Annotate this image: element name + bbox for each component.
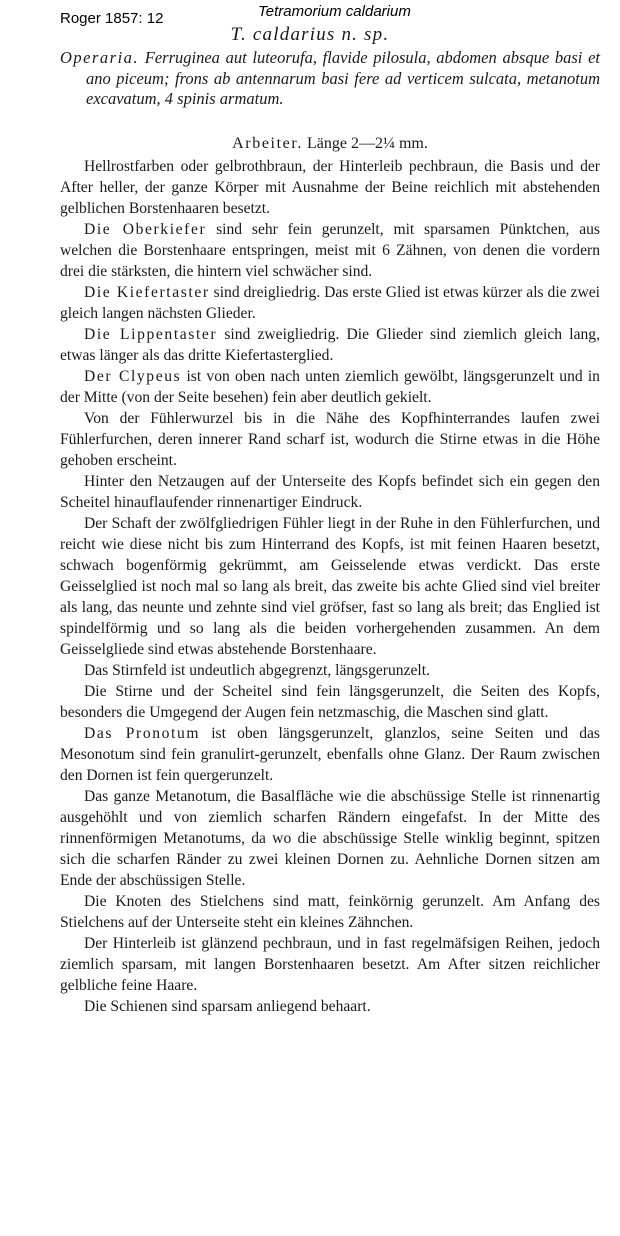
description-paragraph bbox=[60, 156, 600, 219]
description-paragraph bbox=[60, 471, 600, 513]
paragraph-term: Die Kiefertaster bbox=[84, 284, 210, 301]
paragraph-term: Das Pronotum bbox=[84, 725, 201, 742]
paragraph-term: Der Clypeus bbox=[84, 368, 182, 385]
description-paragraph bbox=[60, 723, 600, 786]
paragraph-text: Hinter den Netzaugen auf der Unterseite des Kopfs befindet sich ein gegen den Scheitel hinauflaufender rinnenartiger Eindruck. bbox=[60, 473, 600, 511]
paragraph-term: Die Lippentaster bbox=[84, 326, 218, 343]
citation-reference: Roger 1857: 12 bbox=[60, 10, 164, 27]
description-paragraph bbox=[60, 933, 600, 996]
diagnosis-text: Ferruginea aut luteorufa, flavide pilosula, abdomen absque basi et ano piceum; frons ab antennarum basi fere ad verticem sulcata, metanotum excavatum, 4 spinis armatum. bbox=[86, 48, 600, 108]
paragraph-text: Das Stirnfeld ist undeutlich abgegrenzt, längsgerunzelt. bbox=[84, 662, 430, 679]
paragraph-text: Die Stirne und der Scheitel sind fein längsgerunzelt, die Seiten des Kopfs, besonders die Umgegend der Augen fein netzmaschig, die Maschen sind glatt. bbox=[60, 683, 600, 721]
description-paragraph bbox=[60, 786, 600, 891]
caste-heading bbox=[60, 133, 600, 154]
description-paragraph bbox=[60, 996, 600, 1017]
description-paragraph bbox=[60, 282, 600, 324]
diagnosis-lead: Operaria. bbox=[60, 48, 140, 67]
species-name-line: T. caldarius n. sp. bbox=[230, 24, 390, 45]
description-paragraph bbox=[60, 219, 600, 282]
description-paragraph bbox=[60, 366, 600, 408]
paragraph-text: Die Schienen sind sparsam anliegend behaart. bbox=[84, 998, 371, 1015]
caste-length: Länge 2—2¼ mm. bbox=[306, 135, 428, 152]
paragraph-text: Der Hinterleib ist glänzend pechbraun, und in fast regelmäfsigen Reihen, jedoch ziemlich sparsam, mit langen Borstenhaaren besetzt. Am After sitzen reichlicher gelbliche feine Haare. bbox=[60, 935, 600, 994]
paragraph-text: ist von oben nach unten ziemlich gewölbt, längsgerunzelt und in der Mitte (von der Seite besehen) fein aber deutlich gekielt. bbox=[60, 368, 600, 406]
paragraph-text: sind dreigliedrig. Das erste Glied ist etwas kürzer als die zwei gleich langen nächsten Glieder. bbox=[60, 284, 600, 322]
species-heading: Tetramorium caldarium bbox=[258, 3, 411, 20]
paragraph-term: Die Oberkiefer bbox=[84, 221, 207, 238]
paragraph-text: ist oben längsgerunzelt, glanzlos, seine Seiten und das Mesonotum sind fein granulirt-gerunzelt, ebenfalls ohne Glanz. Der Raum zwischen den Dornen ist fein quergerunzelt. bbox=[60, 725, 600, 784]
description-body bbox=[60, 133, 600, 1017]
description-paragraph bbox=[60, 324, 600, 366]
paragraph-text: sind zweigliedrig. Die Glieder sind ziemlich gleich lang, etwas länger als das dritte Kiefertasterglied. bbox=[60, 326, 600, 364]
description-paragraph bbox=[60, 408, 600, 471]
paragraph-text: Der Schaft der zwölfgliedrigen Fühler liegt in der Ruhe in den Fühlerfurchen, und reicht wie diese nicht bis zum Hinterrand des Kopfs, ist mit feinen Haaren besetzt, schwach bogenförmig gekrümmt, am Geisselende etwas verdickt. Das erste Geisselglied ist noch mal so lang als breit, das zweite bis achte Glied sind viel breiter als lang, das neunte und zehnte sind viel gröfser, fast so lang als breit; das Englied ist spindelförmig und so lang als die beiden vorhergehenden zusammen. An dem Geisselgliede sind etwas abstehende Borstenhaare. bbox=[60, 515, 600, 658]
description-paragraph bbox=[60, 513, 600, 660]
description-paragraph bbox=[60, 681, 600, 723]
paragraph-text: Von der Fühlerwurzel bis in die Nähe des Kopfhinterrandes laufen zwei Fühlerfurchen, deren innerer Rand scharf ist, wodurch die Stirne etwas in die Höhe gehoben erscheint. bbox=[60, 410, 600, 469]
latin-diagnosis bbox=[60, 48, 600, 110]
caste-label: Arbeiter. bbox=[232, 135, 303, 152]
paragraph-text: sind sehr fein gerunzelt, mit sparsamen Pünktchen, aus welchen die Borstenhaare entspringen, meist mit 6 Zähnen, von denen die vordern drei die stärksten, die hintern viel schwächer sind. bbox=[60, 221, 601, 280]
diagnosis-paragraph bbox=[60, 48, 600, 110]
description-paragraph bbox=[60, 660, 600, 681]
description-paragraph bbox=[60, 891, 600, 933]
paragraph-text: Das ganze Metanotum, die Basalfläche wie die abschüssige Stelle ist rinnenartig ausgehöhlt und von ziemlich scharfen Rändern eingefafst. In der Mitte des rinnenförmigen Metanotums, da wo die abschüssige Stelle winklig beginnt, spitzen sich die scharfen Ränder zu zwei kleinen Dornen zu. Aehnliche Dornen sitzen am Ende der abschüssigen Stelle. bbox=[60, 788, 600, 889]
paragraph-list bbox=[60, 156, 600, 1017]
paragraph-text: Die Knoten des Stielchens sind matt, feinkörnig gerunzelt. Am Anfang des Stielchens auf der Unterseite steht ein kleines Zähnchen. bbox=[60, 893, 600, 931]
paragraph-text: Hellrostfarben oder gelbrothbraun, der Hinterleib pechbraun, die Basis und der After heller, der ganze Körper mit Ausnahme der Beine reichlich mit abstehenden gelblichen Borstenhaaren besetzt. bbox=[60, 158, 600, 217]
